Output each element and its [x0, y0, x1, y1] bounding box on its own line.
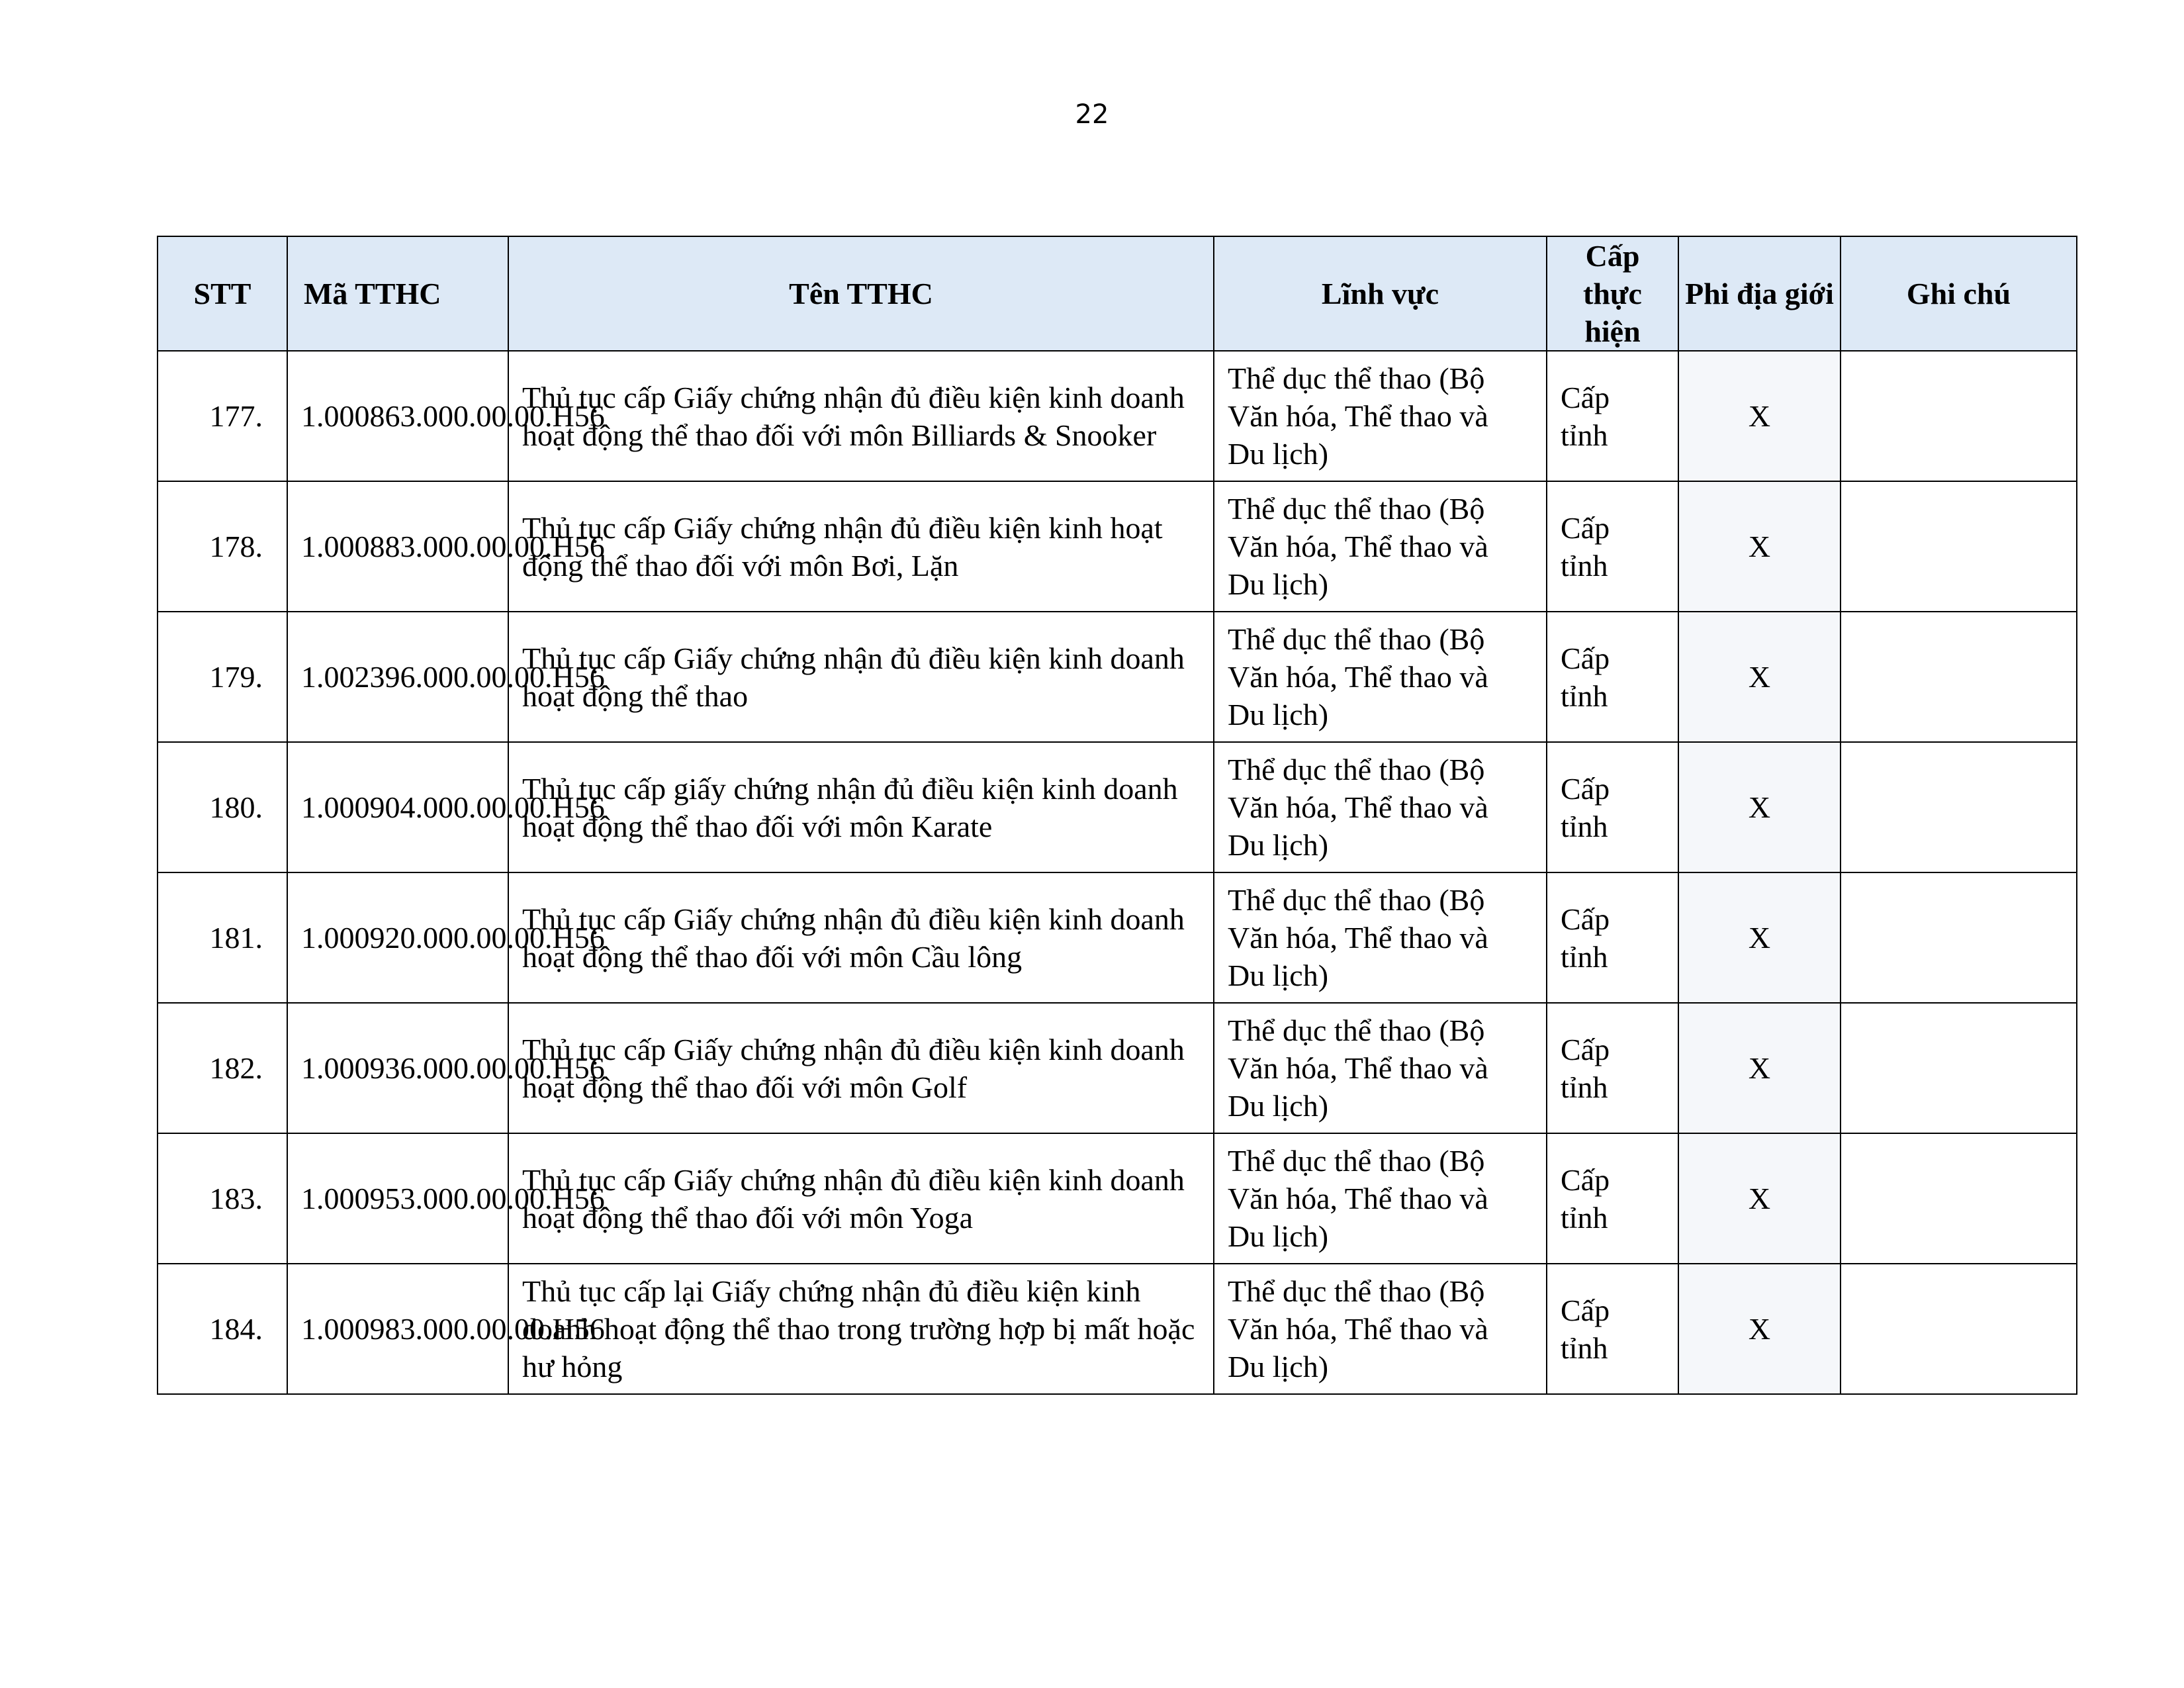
table-row — [158, 612, 2077, 742]
cell-ten-tthc: Thủ tục cấp Giấy chứng nhận đủ điều kiện kinh doanh hoạt động thể thao — [508, 612, 1214, 742]
header-phi-dia-gioi: Phi địa giới — [1678, 236, 1841, 351]
cell-linh-vuc: Thể dục thể thao (Bộ Văn hóa, Thể thao và Du lịch) — [1214, 1133, 1547, 1264]
cell-ma-tthc: 1.000936.000.00.00.H56 — [287, 1003, 508, 1133]
header-ma-tthc: Mã TTHC — [287, 236, 508, 351]
header-ten-tthc: Tên TTHC — [508, 236, 1214, 351]
cell-ma-tthc: 1.000883.000.00.00.H56 — [287, 481, 508, 612]
cell-ghi-chu — [1841, 872, 2077, 1003]
cell-cap-thuc-hien: Cấp tỉnh — [1547, 1264, 1678, 1394]
cell-ten-tthc: Thủ tục cấp Giấy chứng nhận đủ điều kiện kinh doanh hoạt động thể thao đối với môn Yoga — [508, 1133, 1214, 1264]
cell-ma-tthc: 1.000920.000.00.00.H56 — [287, 872, 508, 1003]
cell-stt: 178. — [158, 481, 287, 612]
cell-stt: 177. — [158, 351, 287, 481]
cell-phi-dia-gioi: X — [1678, 612, 1841, 742]
cell-ghi-chu — [1841, 1003, 2077, 1133]
cell-cap-thuc-hien: Cấp tỉnh — [1547, 872, 1678, 1003]
cell-linh-vuc: Thể dục thể thao (Bộ Văn hóa, Thể thao và Du lịch) — [1214, 351, 1547, 481]
table-row — [158, 1264, 2077, 1394]
cell-stt: 179. — [158, 612, 287, 742]
cell-phi-dia-gioi: X — [1678, 481, 1841, 612]
cell-ten-tthc: Thủ tục cấp lại Giấy chứng nhận đủ điều kiện kinh doanh hoạt động thể thao trong trường hợp bị mất hoặc hư hỏng — [508, 1264, 1214, 1394]
cell-ma-tthc: 1.000983.000.00.00.H56 — [287, 1264, 508, 1394]
cell-stt: 180. — [158, 742, 287, 872]
cell-cap-thuc-hien: Cấp tỉnh — [1547, 351, 1678, 481]
cell-ma-tthc: 1.000953.000.00.00.H56 — [287, 1133, 508, 1264]
header-stt: STT — [158, 236, 287, 351]
cell-phi-dia-gioi: X — [1678, 1003, 1841, 1133]
cell-stt: 182. — [158, 1003, 287, 1133]
cell-linh-vuc: Thể dục thể thao (Bộ Văn hóa, Thể thao và Du lịch) — [1214, 612, 1547, 742]
cell-ghi-chu — [1841, 612, 2077, 742]
header-cap-thuc-hien: Cấp thực hiện — [1547, 236, 1678, 351]
cell-phi-dia-gioi: X — [1678, 1133, 1841, 1264]
table-header-row — [158, 236, 2077, 351]
cell-stt: 184. — [158, 1264, 287, 1394]
table-row — [158, 872, 2077, 1003]
cell-stt: 181. — [158, 872, 287, 1003]
cell-ten-tthc: Thủ tục cấp Giấy chứng nhận đủ điều kiện kinh doanh hoạt động thể thao đối với môn Billiards & Snooker — [508, 351, 1214, 481]
cell-phi-dia-gioi: X — [1678, 872, 1841, 1003]
cell-ghi-chu — [1841, 742, 2077, 872]
cell-phi-dia-gioi: X — [1678, 1264, 1841, 1394]
cell-ghi-chu — [1841, 1133, 2077, 1264]
cell-linh-vuc: Thể dục thể thao (Bộ Văn hóa, Thể thao và Du lịch) — [1214, 1264, 1547, 1394]
header-ghi-chu: Ghi chú — [1841, 236, 2077, 351]
cell-ma-tthc: 1.000904.000.00.00.H56 — [287, 742, 508, 872]
cell-cap-thuc-hien: Cấp tỉnh — [1547, 612, 1678, 742]
cell-ma-tthc: 1.002396.000.00.00.H56 — [287, 612, 508, 742]
cell-ghi-chu — [1841, 351, 2077, 481]
cell-ten-tthc: Thủ tục cấp Giấy chứng nhận đủ điều kiện kinh doanh hoạt động thể thao đối với môn Golf — [508, 1003, 1214, 1133]
cell-phi-dia-gioi: X — [1678, 351, 1841, 481]
table-row — [158, 481, 2077, 612]
cell-ma-tthc: 1.000863.000.00.00.H56 — [287, 351, 508, 481]
header-linh-vuc: Lĩnh vực — [1214, 236, 1547, 351]
cell-ghi-chu — [1841, 1264, 2077, 1394]
cell-linh-vuc: Thể dục thể thao (Bộ Văn hóa, Thể thao và Du lịch) — [1214, 481, 1547, 612]
cell-ten-tthc: Thủ tục cấp giấy chứng nhận đủ điều kiện kinh doanh hoạt động thể thao đối với môn Karate — [508, 742, 1214, 872]
cell-ten-tthc: Thủ tục cấp Giấy chứng nhận đủ điều kiện kinh hoạt động thể thao đối với môn Bơi, Lặn — [508, 481, 1214, 612]
table-row — [158, 1003, 2077, 1133]
cell-ghi-chu — [1841, 481, 2077, 612]
table-row — [158, 351, 2077, 481]
cell-linh-vuc: Thể dục thể thao (Bộ Văn hóa, Thể thao và Du lịch) — [1214, 742, 1547, 872]
cell-cap-thuc-hien: Cấp tỉnh — [1547, 1003, 1678, 1133]
page-number: 22 — [1075, 99, 1109, 130]
cell-cap-thuc-hien: Cấp tỉnh — [1547, 481, 1678, 612]
cell-phi-dia-gioi: X — [1678, 742, 1841, 872]
table-row — [158, 1133, 2077, 1264]
cell-cap-thuc-hien: Cấp tỉnh — [1547, 742, 1678, 872]
procedures-table — [157, 236, 2077, 1395]
cell-stt: 183. — [158, 1133, 287, 1264]
cell-ten-tthc: Thủ tục cấp Giấy chứng nhận đủ điều kiện kinh doanh hoạt động thể thao đối với môn Cầu lông — [508, 872, 1214, 1003]
table-row — [158, 742, 2077, 872]
cell-linh-vuc: Thể dục thể thao (Bộ Văn hóa, Thể thao và Du lịch) — [1214, 1003, 1547, 1133]
cell-cap-thuc-hien: Cấp tỉnh — [1547, 1133, 1678, 1264]
cell-linh-vuc: Thể dục thể thao (Bộ Văn hóa, Thể thao và Du lịch) — [1214, 872, 1547, 1003]
